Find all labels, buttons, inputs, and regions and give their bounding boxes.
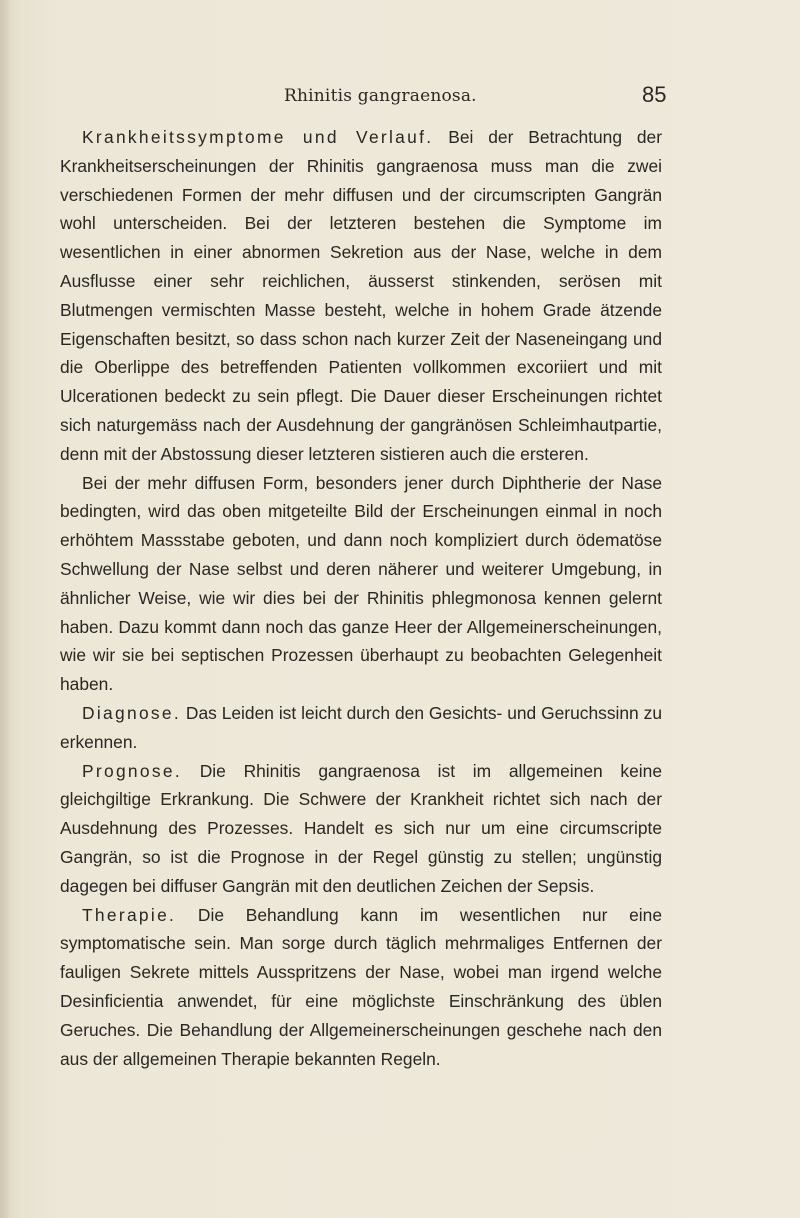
paragraph-text: Das Leiden ist leicht durch den Gesichts- und Geruchssinn zu erkennen. xyxy=(60,702,662,752)
paragraph-diagnosis xyxy=(60,699,662,757)
body-text xyxy=(60,123,662,1073)
section-heading-diagnosis: Diagnose. xyxy=(82,702,182,723)
paragraph-therapy xyxy=(60,901,662,1074)
paragraph-diffuse-form xyxy=(60,469,662,699)
section-heading-symptoms: Krankheitssymptome und Verlauf. xyxy=(82,127,434,147)
paragraph-text: Bei der mehr diffusen Form, besonders jener durch Diphtherie der Nase bedingten, wird das oben mitgeteilte Bild der Erscheinungen einmal in noch erhöhtem Massstabe geboten, und dann noch kompliziert durch ödematöse Schwellung der Nase selbst und deren näherer und weiterer Umgebung, in ähnlicher Weise, wie wir dies bei der Rhinitis phlegmonosa kennen gelernt haben. Dazu kommt dann noch das ganze Heer der Allgemeinerscheinungen, wie wir sie bei septischen Prozessen überhaupt zu beobachten Gelegenheit haben. xyxy=(60,472,662,695)
paragraph-text: Die Behandlung kann im wesentlichen nur eine symptomatische sein. Man sorge durch täglich mehrmaliges Entfernen der fauligen Sekrete mittels Ausspritzens der Nase, wobei man irgend welche Desinficientia anwendet, für eine möglichste Einschränkung des üblen Geruches. Die Behandlung der Allgemeinerscheinungen geschehe nach den aus der allgemeinen Therapie bekannten Regeln. xyxy=(60,904,662,1069)
section-heading-therapy: Therapie. xyxy=(82,904,177,925)
paragraph-text: Die Rhinitis gangraenosa ist im allgemeinen keine gleichgiltige Erkrankung. Die Schwere der Krankheit richtet sich nach der Ausdehnung des Prozesses. Handelt es sich nur um eine circumscripte Gangrän, so ist die Prognose in der Regel günstig zu stellen; ungünstig dagegen bei diffuser Gangrän mit den deutlichen Zeichen der Sepsis. xyxy=(60,760,662,896)
section-heading-prognosis: Prognose. xyxy=(82,760,182,781)
paragraph-text: Bei der Betrachtung der Krankheitserscheinungen der Rhinitis gangraenosa muss man die zwei verschiedenen Formen der mehr diffusen und der circumscripten Gangrän wohl unterscheiden. Bei der letzteren bestehen die Symptome im wesentlichen in einer abnormen Sekretion aus der Nase, welche in dem Ausflusse einer sehr reichlichen, äusserst stinkenden, serösen mit Blutmengen vermischten Masse besteht, welche in hohem Grade ätzende Eigenschaften besitzt, so dass schon nach kurzer Zeit der Naseneingang und die Oberlippe des betreffenden Patienten vollkommen excoriiert und mit Ulcerationen bedeckt zu sein pflegt. Die Dauer dieser Erscheinungen richtet sich naturgemäss nach der Ausdehnung der gangränösen Schleimhautpartie, denn mit der Abstossung dieser letzteren sistieren auch die ersteren. xyxy=(60,127,663,464)
paragraph-symptoms xyxy=(60,123,662,469)
paragraph-prognosis xyxy=(60,757,662,901)
page-number: 85 xyxy=(642,82,667,107)
running-title: Rhinitis gangraenosa. xyxy=(284,86,477,106)
page-gutter-shadow xyxy=(0,0,10,1218)
page-header xyxy=(0,82,800,116)
